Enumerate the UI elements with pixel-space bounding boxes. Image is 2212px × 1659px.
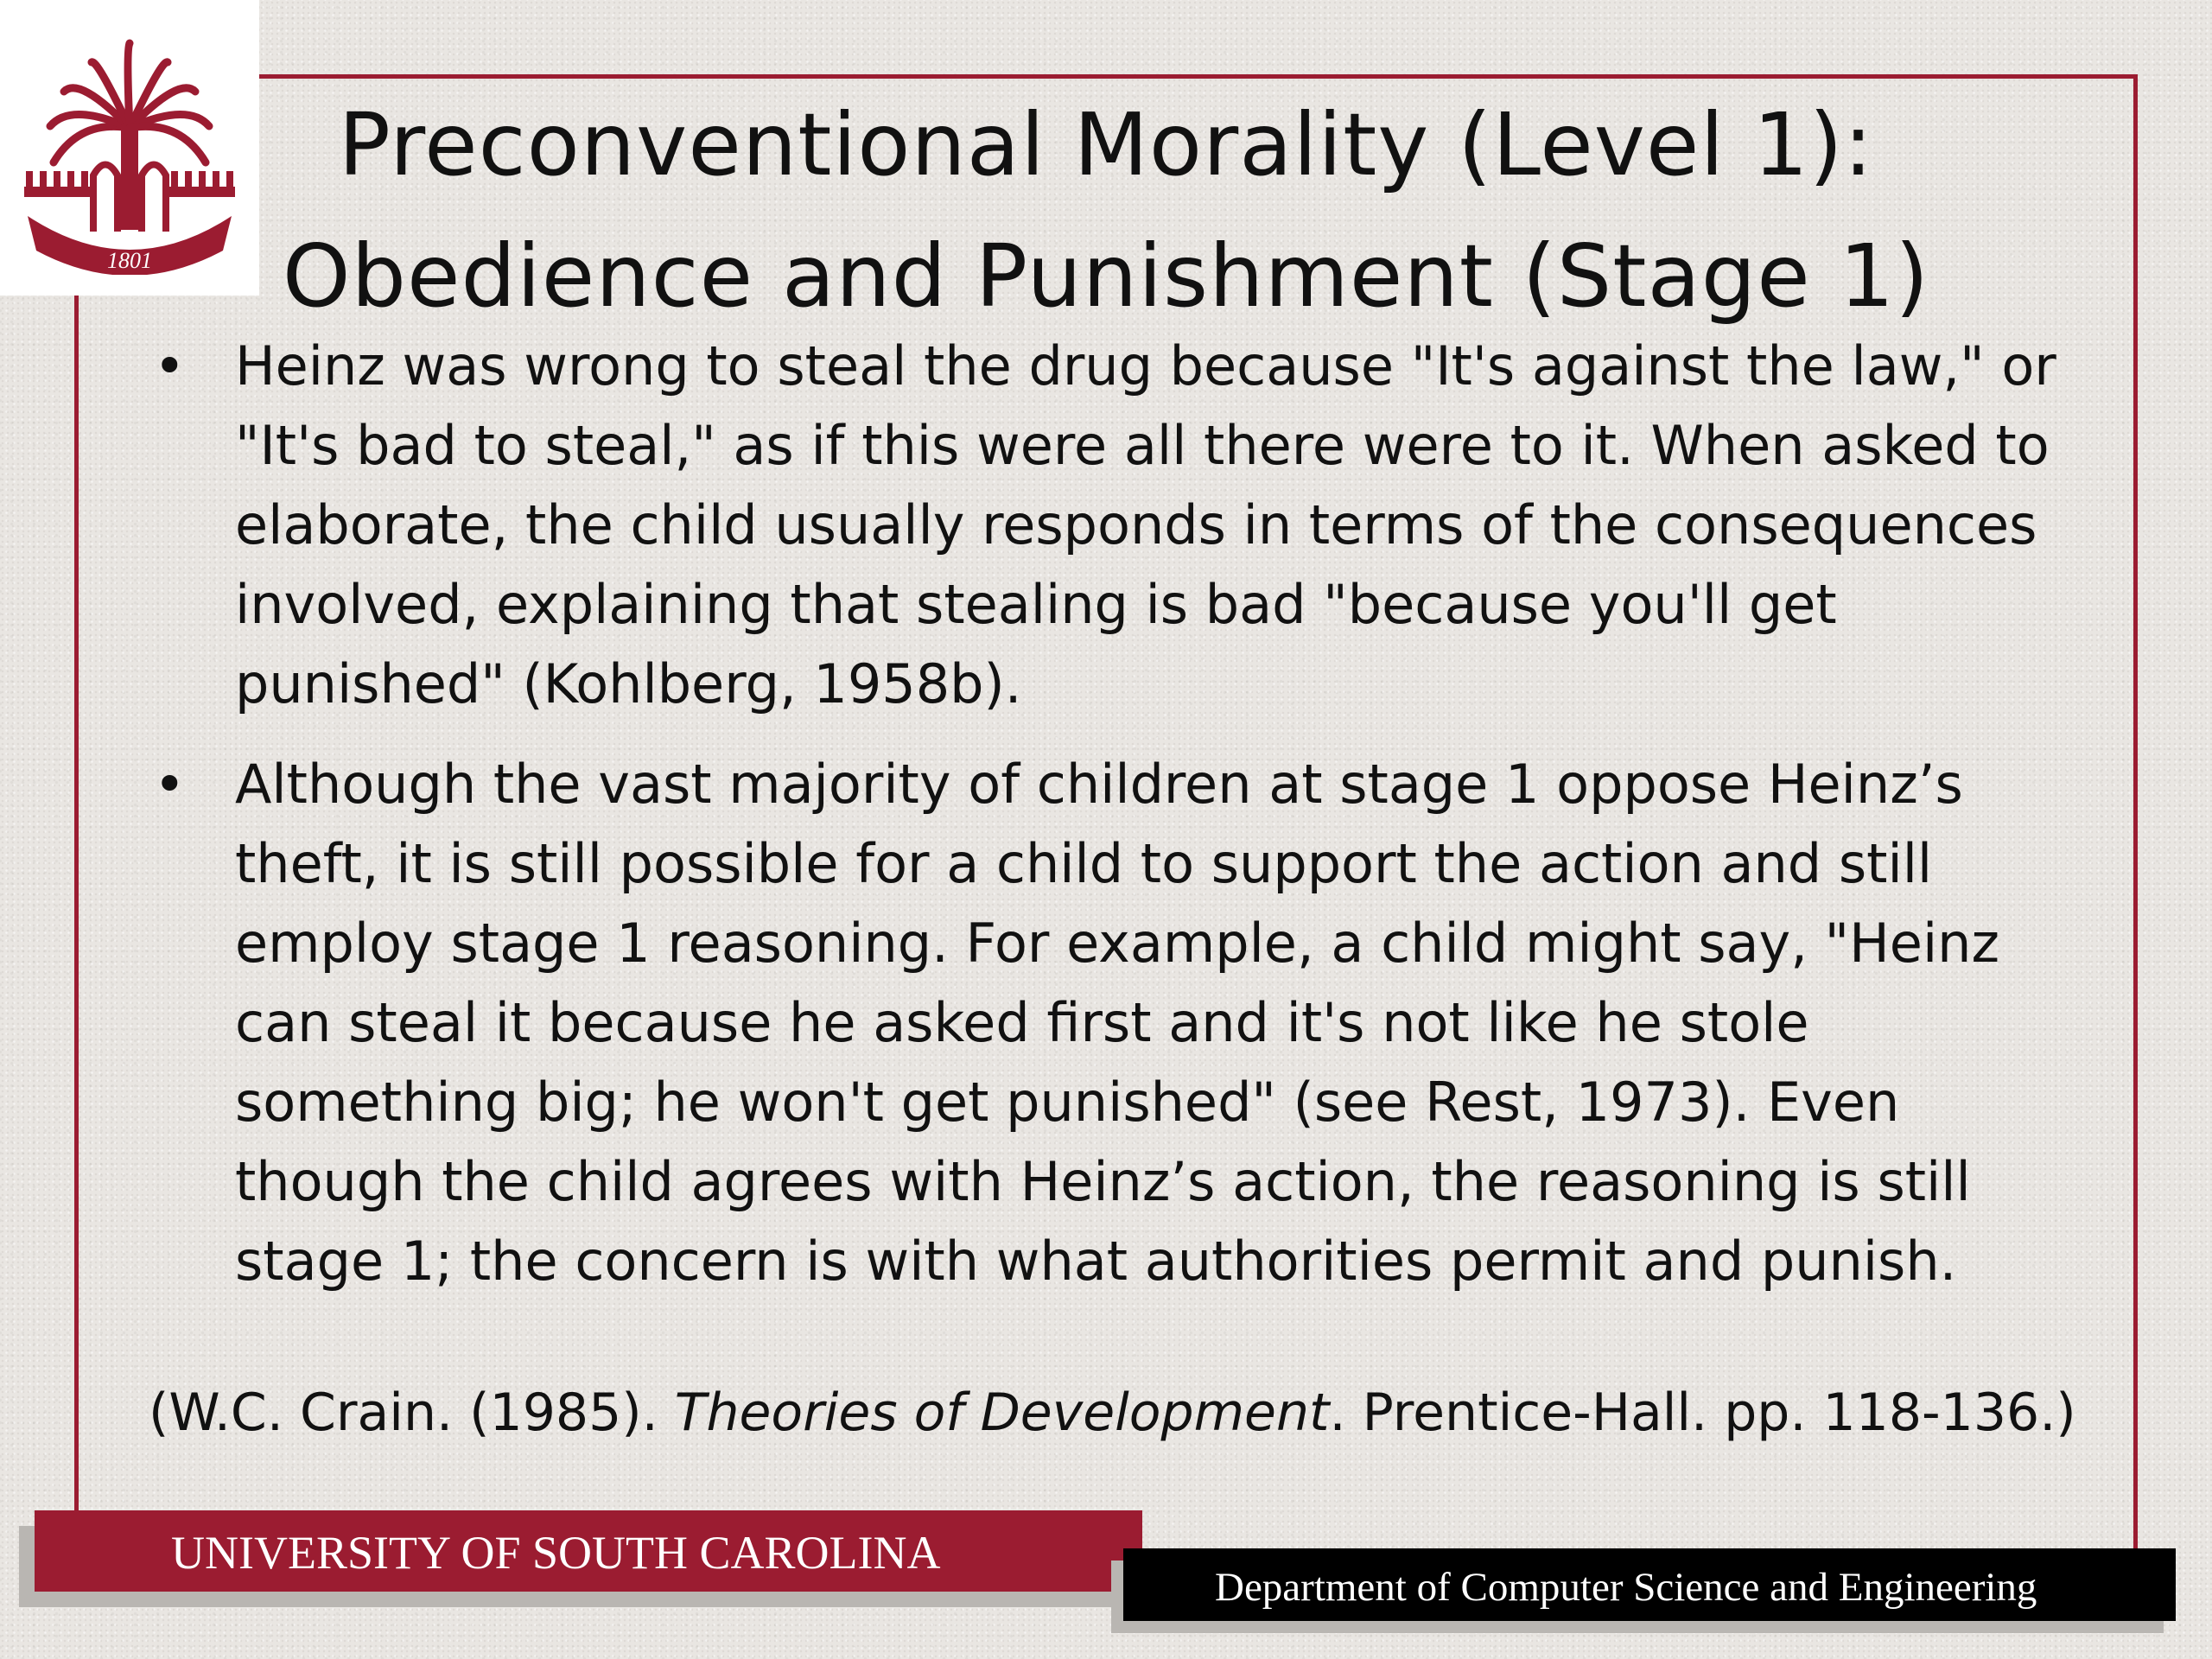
bullet-item [138,327,2074,724]
bullet-list [138,327,2074,1322]
bullet-dot-icon: • [154,334,186,397]
department-name: Department of Computer Science and Engineering [1215,1565,2037,1610]
bullet-item [138,745,2074,1301]
bullet-dot-icon: • [154,753,186,816]
slide-title [259,79,1953,342]
slide-title-line2: Obedience and Punishment (Stage 1) [282,226,1930,327]
svg-text:1801: 1801 [107,248,152,273]
university-name: UNIVERSITY OF SOUTH CAROLINA [171,1527,941,1579]
citation-suffix: . Prentice-Hall. pp. 118-136.) [1329,1382,2076,1443]
slide-title-line1: Preconventional Morality (Level 1): [338,94,1874,195]
bullet-text: Heinz was wrong to steal the drug because "It's against the law," or "It's bad to steal," as if this were all there were to it. When asked to elaborate, the child usually responds in terms of the consequences involved, explaining that stealing is bad "because you'll get punished" (Kohlberg, 1958b). [235,334,2056,715]
bullet-text: Although the vast majority of children at stage 1 oppose Heinz’s theft, it is still possible for a child to support the action and still employ stage 1 reasoning. For example, a child might say, "Heinz can steal it because he asked first and it's not like he stole something big; he won't get punished" (see Rest, 1973). Even though the child agrees with Heinz’s action, the reasoning is still stage 1; the concern is with what authorities permit and punish. [235,753,2000,1293]
university-logo [0,0,259,296]
citation-book-title: Theories of Development [674,1382,1330,1443]
citation [149,1382,2076,1443]
citation-prefix: (W.C. Crain. (1985). [149,1382,675,1443]
university-banner [35,1510,1142,1592]
palmetto-tree-seal-icon [19,24,240,275]
department-banner [1123,1548,2176,1621]
